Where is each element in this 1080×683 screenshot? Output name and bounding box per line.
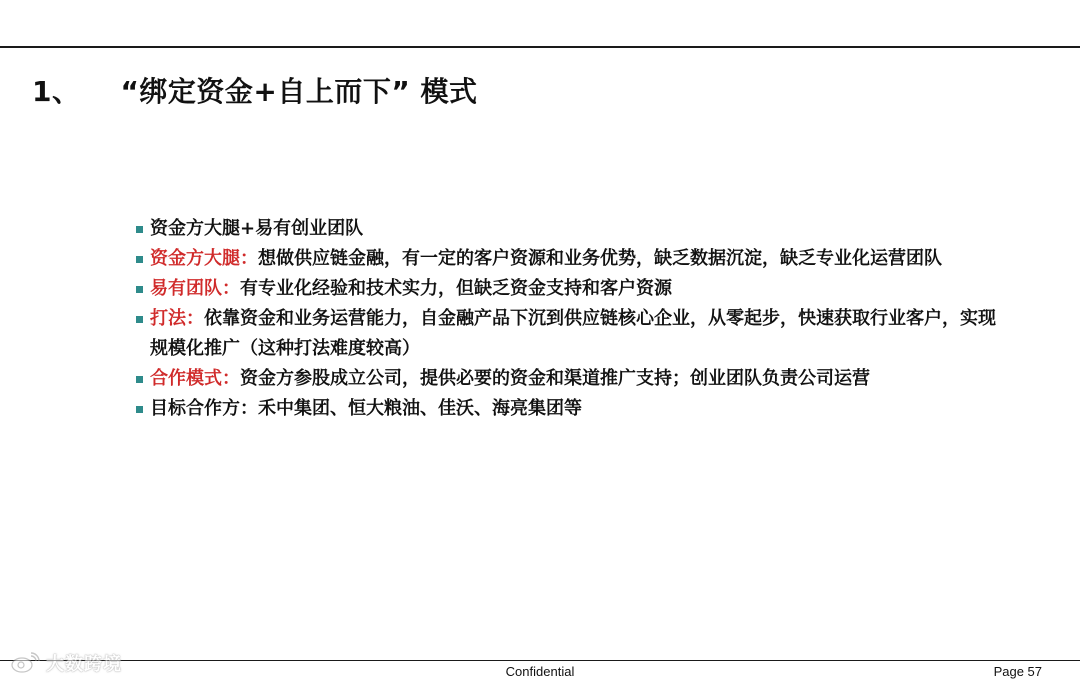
bullet-text: 资金方大腿+易有创业团队 <box>150 218 364 239</box>
slide-title <box>32 72 478 112</box>
slide-number: 1、 <box>32 75 81 108</box>
bullet-item <box>136 274 996 304</box>
weibo-logo-icon <box>10 652 40 674</box>
bottom-divider <box>0 660 1080 661</box>
bullet-item <box>136 394 996 424</box>
bullet-item <box>136 304 996 364</box>
bullet-text: 依靠资金和业务运营能力，自金融产品下沉到供应链核心企业，从零起步，快速获取行业客户，实现规模化推广（这种打法难度较高） <box>150 308 996 359</box>
watermark <box>10 650 122 676</box>
bullet-lead: 易有团队： <box>150 278 240 299</box>
slide-title-text: “绑定资金+自上而下” 模式 <box>120 75 478 108</box>
square-bullet-icon <box>136 256 143 263</box>
confidential-label: Confidential <box>505 664 575 679</box>
bullet-lead: 打法： <box>150 308 204 329</box>
bullet-item <box>136 364 996 394</box>
square-bullet-icon <box>136 406 143 413</box>
bullet-text: 有专业化经验和技术实力，但缺乏资金支持和客户资源 <box>240 278 672 299</box>
bullet-lead: 资金方大腿： <box>150 248 258 269</box>
square-bullet-icon <box>136 316 143 323</box>
bullet-list <box>136 214 996 424</box>
watermark-text: 大数跨境 <box>46 654 122 675</box>
top-divider <box>0 46 1080 48</box>
square-bullet-icon <box>136 226 143 233</box>
bullet-lead: 合作模式： <box>150 368 240 389</box>
bullet-text: 想做供应链金融，有一定的客户资源和业务优势，缺乏数据沉淀，缺乏专业化运营团队 <box>258 248 942 269</box>
square-bullet-icon <box>136 286 143 293</box>
bullet-item <box>136 244 996 274</box>
bullet-item <box>136 214 996 244</box>
square-bullet-icon <box>136 376 143 383</box>
page-number: Page 57 <box>993 664 1042 679</box>
bullet-text: 目标合作方：禾中集团、恒大粮油、佳沃、海亮集团等 <box>150 398 582 419</box>
bullet-text: 资金方参股成立公司，提供必要的资金和渠道推广支持；创业团队负责公司运营 <box>240 368 870 389</box>
